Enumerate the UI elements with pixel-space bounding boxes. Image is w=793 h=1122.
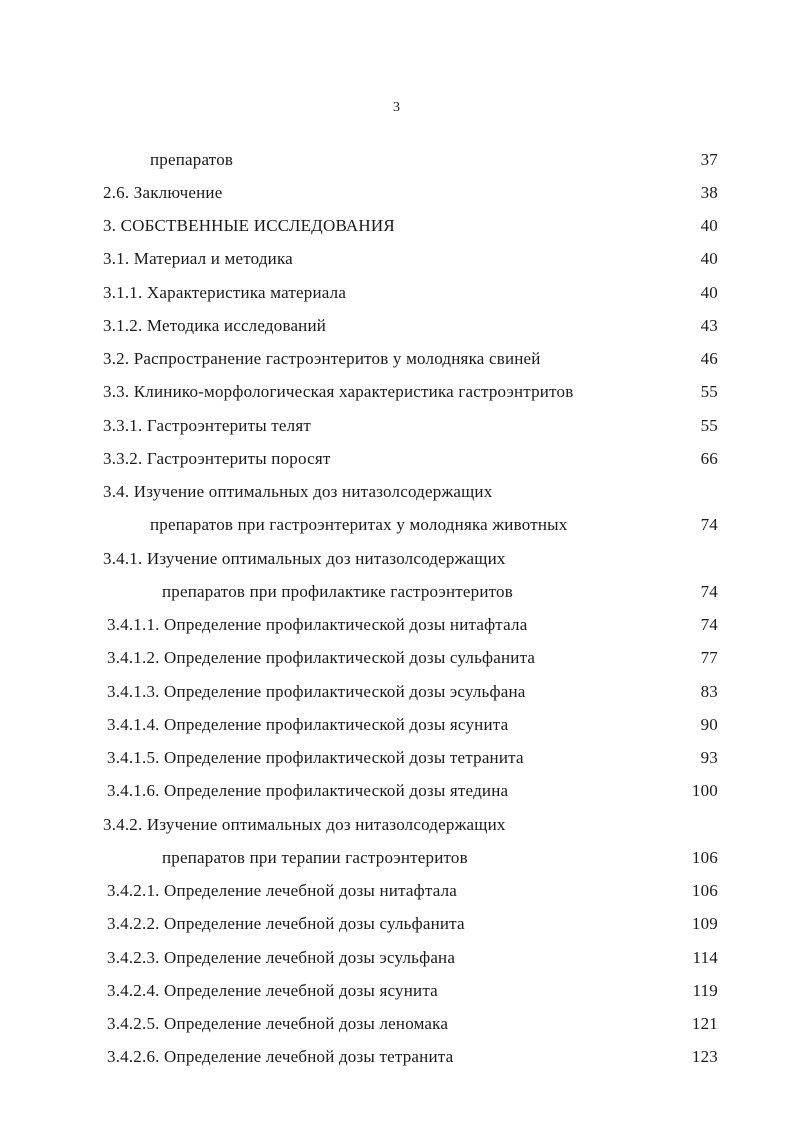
- toc-entry: [0, 545, 793, 573]
- toc-entry-title: 3.4.2.5. Определение лечебной дозы леномака: [107, 1014, 449, 1033]
- toc-entry: [0, 944, 793, 972]
- toc-entry-page: 74: [700, 582, 718, 601]
- toc-entry-page: 100: [691, 781, 718, 800]
- toc-entry: [0, 611, 793, 639]
- toc-entry-page: 55: [700, 416, 718, 435]
- toc-entry-title: 3.1. Материал и методика: [103, 249, 293, 268]
- toc-entry-title: 3.4.2.3. Определение лечебной дозы эсульфана: [107, 948, 456, 967]
- toc-entry-title: 3.4.1.3. Определение профилактической дозы эсульфана: [107, 682, 526, 701]
- toc-entry-title: 3.4.2.2. Определение лечебной дозы сульфанита: [107, 914, 465, 933]
- toc-entry-page: 74: [700, 615, 718, 634]
- toc-entry-page: 40: [700, 283, 718, 302]
- table-of-contents: [0, 146, 793, 1076]
- toc-entry-title: 3.1.2. Методика исследований: [103, 316, 327, 335]
- toc-entry: [0, 412, 793, 440]
- toc-entry-title: 3.4.2.6. Определение лечебной дозы тетранита: [107, 1047, 454, 1066]
- toc-entry: [0, 245, 793, 273]
- toc-entry: [0, 478, 793, 506]
- toc-entry-page: 38: [700, 183, 718, 202]
- toc-entry: [0, 910, 793, 938]
- toc-entry: [0, 744, 793, 772]
- toc-entry-title: 3.1.1. Характеристика материала: [103, 283, 347, 302]
- toc-entry-title: 3.4.1.1. Определение профилактической дозы нитафтала: [107, 615, 528, 634]
- toc-entry-page: 55: [700, 382, 718, 401]
- toc-entry-page: 123: [691, 1047, 718, 1066]
- toc-entry-title: 3.3. Клинико-морфологическая характеристика гастроэнтритов: [103, 382, 574, 401]
- toc-entry-title: 3.4.1.6. Определение профилактической дозы ятедина: [107, 781, 509, 800]
- toc-entry-page: 119: [692, 981, 718, 1000]
- toc-entry-title: 3.4.1. Изучение оптимальных доз нитазолсодержащих: [103, 549, 506, 568]
- toc-entry-title: препаратов: [150, 150, 234, 169]
- toc-entry: [0, 977, 793, 1005]
- toc-entry: [0, 811, 793, 839]
- toc-entry-page: 83: [700, 682, 718, 701]
- toc-entry: [0, 345, 793, 373]
- toc-entry-page: 109: [691, 914, 718, 933]
- toc-entry-title: 3. СОБСТВЕННЫЕ ИССЛЕДОВАНИЯ: [103, 216, 395, 235]
- toc-entry-page: 106: [691, 848, 718, 867]
- toc-entry-page: 77: [700, 648, 718, 667]
- toc-entry: [0, 279, 793, 307]
- toc-entry-title: препаратов при гастроэнтеритах у молодняка животных: [150, 515, 568, 534]
- toc-entry: [0, 678, 793, 706]
- toc-entry: [0, 877, 793, 905]
- toc-entry: [0, 644, 793, 672]
- toc-entry-title: 3.4.2.4. Определение лечебной дозы ясунита: [107, 981, 438, 1000]
- toc-entry-title: 2.6. Заключение: [103, 183, 223, 202]
- toc-entry: [0, 511, 793, 539]
- toc-entry-page: 40: [700, 249, 718, 268]
- toc-entry-title: 3.2. Распространение гастроэнтеритов у молодняка свиней: [103, 349, 541, 368]
- toc-entry: [0, 1043, 793, 1071]
- toc-entry-page: 74: [700, 515, 718, 534]
- toc-entry-page: 121: [691, 1014, 718, 1033]
- toc-entry: [0, 777, 793, 805]
- toc-entry-page: 114: [692, 948, 718, 967]
- toc-entry-title: 3.3.2. Гастроэнтериты поросят: [103, 449, 331, 468]
- toc-entry: [0, 179, 793, 207]
- toc-entry-page: 40: [700, 216, 718, 235]
- toc-entry: [0, 1010, 793, 1038]
- toc-entry: [0, 312, 793, 340]
- toc-entry: [0, 711, 793, 739]
- toc-entry-page: 90: [700, 715, 718, 734]
- toc-entry-page: 66: [700, 449, 718, 468]
- toc-entry: [0, 578, 793, 606]
- toc-entry: [0, 445, 793, 473]
- toc-entry-title: 3.4.2.1. Определение лечебной дозы нитафтала: [107, 881, 458, 900]
- toc-entry-title: препаратов при терапии гастроэнтеритов: [162, 848, 468, 867]
- toc-entry-title: 3.4.2. Изучение оптимальных доз нитазолсодержащих: [103, 815, 506, 834]
- toc-entry-page: 43: [700, 316, 718, 335]
- toc-entry-title: 3.4.1.4. Определение профилактической дозы ясунита: [107, 715, 509, 734]
- toc-entry: [0, 212, 793, 240]
- toc-entry-title: 3.4.1.5. Определение профилактической дозы тетранита: [107, 748, 524, 767]
- toc-entry-title: препаратов при профилактике гастроэнтеритов: [162, 582, 513, 601]
- toc-entry: [0, 146, 793, 174]
- toc-entry: [0, 844, 793, 872]
- toc-entry-page: 93: [700, 748, 718, 767]
- toc-entry-page: 46: [700, 349, 718, 368]
- toc-entry-page: 37: [700, 150, 718, 169]
- toc-entry: [0, 378, 793, 406]
- toc-entry-title: 3.4.1.2. Определение профилактической дозы сульфанита: [107, 648, 536, 667]
- toc-entry-title: 3.3.1. Гастроэнтериты телят: [103, 416, 312, 435]
- page-number: 3: [393, 100, 400, 115]
- toc-entry-page: 106: [691, 881, 718, 900]
- toc-entry-title: 3.4. Изучение оптимальных доз нитазолсодержащих: [103, 482, 493, 501]
